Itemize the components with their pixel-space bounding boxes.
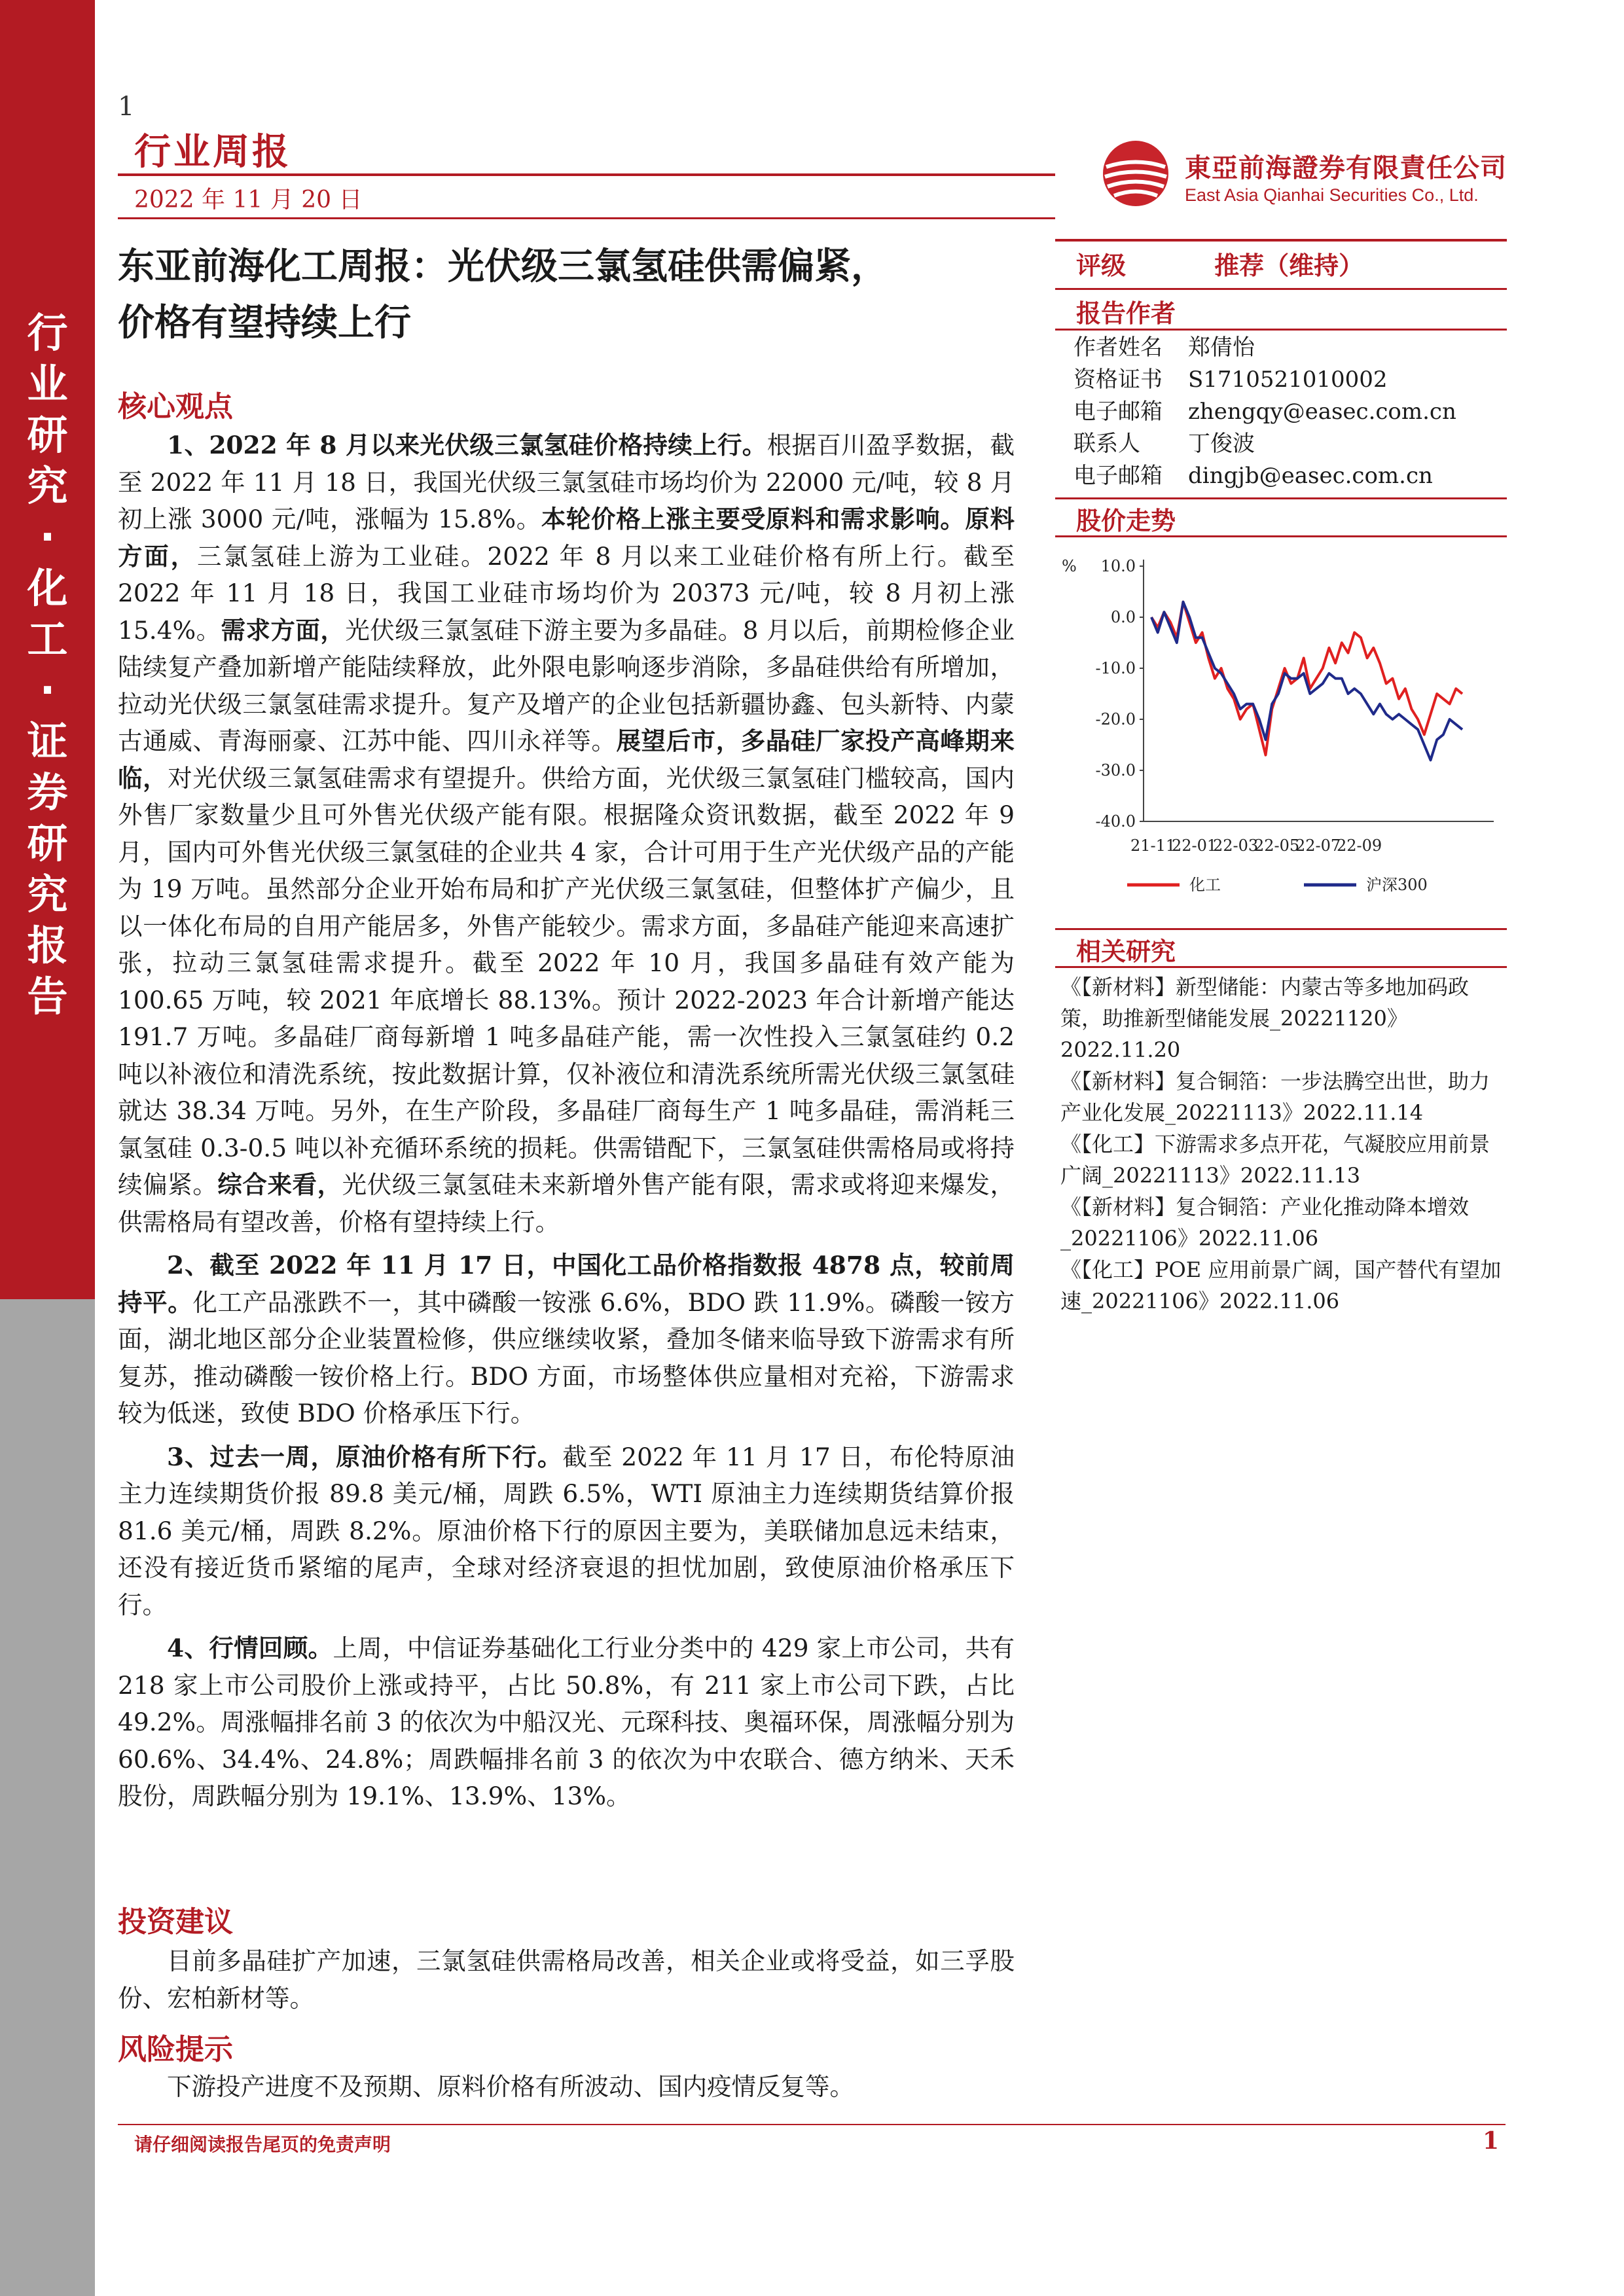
page-number-top: 1 xyxy=(118,92,135,122)
x-tick-label: 22-01 xyxy=(1172,836,1218,855)
core-paragraph-3: 3、过去一周，原油价格有所下行。截至 2022 年 11 月 17 日，布伦特原油主力连续期货价报 89.8 美元/桶，周跌 6.5%，WTI 原油主力连续期货结算价报 81.6 美元/桶，周跌 8.2%。原油价格下行的原因主要为，美联储加息远未结束，还没有接近货币紧缩的尾声，全球对经济衰退的担忧加剧，致使原油价格承压下行。 xyxy=(118,1442,1015,1619)
author-row: 电子邮箱 zhengqy@easec.com.cn xyxy=(1074,399,1456,425)
author-row: 作者姓名 郑倩怡 xyxy=(1074,334,1255,361)
series-line-1 xyxy=(1151,602,1462,761)
header-rule xyxy=(118,173,1055,176)
related-heading: 相关研究 xyxy=(1076,937,1176,966)
core-paragraph-4: 4、行情回顾。上周，中信证券基础化工行业分类中的 429 家上市公司，共有 218 家上市公司股价上涨或持平，占比 50.8%，有 211 家上市公司下跌，占比 49.2%。周涨幅排名前 3 的依次为中船汉光、元琛科技、奥福环保，周涨幅分别为 60.6%、34.4%、24.8%；周跌幅排名前 3 的依次为中农联合、德方纳米、天禾股份，周跌幅分别为 19.1%、13.9%、13%。 xyxy=(118,1634,1015,1810)
rating-top-rule xyxy=(1055,239,1507,242)
core-paragraph-2: 2、截至 2022 年 11 月 17 日，中国化工品价格指数报 4878 点，较前周持平。化工产品涨跌不一，其中磷酸一铵涨 6.6%，BDO 跌 11.9%。磷酸一铵方面，湖北地区部分企业装置检修，供应继续收紧，叠加冬储来临导致下游需求有所复苏，推动磷酸一铵价格上行。BDO 方面，市场整体供应量相对充裕，下游需求较为低迷，致使 BDO 价格承压下行。 xyxy=(118,1251,1015,1427)
authors-section xyxy=(1055,293,1507,329)
title-line-2: 价格有望持续上行 xyxy=(118,302,411,344)
company-name-en: East Asia Qianhai Securities Co., Ltd. xyxy=(1185,185,1479,205)
related-item[interactable]: 《【新材料】复合铜箔：产业化推动降本增效_20221106》2022.11.06 xyxy=(1060,1194,1470,1251)
related-item[interactable]: 《【化工】POE 应用前景广阔，国产替代有望加速_20221106》2022.11.06 xyxy=(1060,1257,1502,1314)
related-head-rule xyxy=(1055,966,1507,968)
related-item[interactable]: 《【新材料】复合铜箔：一步法腾空出世，助力产业化发展_20221113》2022.11.14 xyxy=(1060,1069,1490,1125)
title-line-1: 东亚前海化工周报：光伏级三氯氢硅供需偏紧， xyxy=(118,245,888,288)
x-tick-label: 22-05 xyxy=(1254,836,1300,855)
legend-label-1: 沪深300 xyxy=(1366,876,1428,894)
footer-rule xyxy=(118,2124,1506,2125)
author-row: 资格证书 S1710521010002 xyxy=(1074,367,1388,393)
related-section xyxy=(1055,931,1507,967)
core-body xyxy=(118,427,1015,1815)
rating-row xyxy=(1055,245,1507,281)
y-tick-label: -40.0 xyxy=(1095,812,1136,831)
footer-page-number: 1 xyxy=(1483,2127,1500,2155)
doc-type: 行业周报 xyxy=(134,131,291,173)
rating-value: 推荐（维持） xyxy=(1214,251,1364,280)
authors-table xyxy=(1074,332,1525,492)
logo-globe-icon xyxy=(1100,137,1172,209)
series-line-0 xyxy=(1151,602,1462,755)
y-unit-label: % xyxy=(1062,557,1077,575)
y-tick-label: -10.0 xyxy=(1095,659,1136,677)
legend-label-0: 化工 xyxy=(1189,876,1221,894)
x-tick-label: 22-09 xyxy=(1337,836,1382,855)
related-item[interactable]: 《【化工】下游需求多点开花，气凝胶应用前景广阔_20221113》2022.11.13 xyxy=(1060,1132,1490,1188)
x-tick-label: 22-03 xyxy=(1213,836,1259,855)
y-tick-label: 10.0 xyxy=(1100,557,1136,575)
chart-section xyxy=(1055,501,1507,537)
chart-head-rule xyxy=(1055,535,1507,537)
author-row: 电子邮箱 dingjb@easec.com.cn xyxy=(1074,463,1433,489)
chart-top-rule xyxy=(1055,497,1507,499)
company-name-cn: 東亞前海證券有限責任公司 xyxy=(1185,153,1507,183)
sidebar-grey-band xyxy=(0,1299,95,2296)
x-tick-label: 22-07 xyxy=(1295,836,1341,855)
price-trend-chart xyxy=(1055,543,1507,910)
y-tick-label: -30.0 xyxy=(1095,761,1136,780)
rating-bottom-rule xyxy=(1055,288,1507,290)
rating-label: 评级 xyxy=(1076,251,1127,280)
x-tick-label: 21-11 xyxy=(1130,836,1176,855)
core-paragraph-1: 1、2022 年 8 月以来光伏级三氯氢硅价格持续上行。根据百川盈孚数据，截至 2022 年 11 月 18 日，我国光伏级三氯氢硅市场均价为 22000 元/吨，较 8 月初上涨 3000 元/吨，涨幅为 15.8%。本轮价格上涨主要受原料和需求影响。原料方面，三氯氢硅上游为工业硅。2022 年 8 月以来工业硅价格有所上行。截至 2022 年 11 月 18 日，我国工业硅市场均价为 20373 元/吨，较 8 月初上涨 15.4%。需求方面，光伏级三氯氢硅下游主要为多晶硅。8 月以后，前期检修企业陆续复产叠加新增产能陆续释放，此外限电影响逐步消除，多晶硅供给有所增加，拉动光伏级三氯氢硅需求提升。复产及增产的企业包括新疆协鑫、包头新特、内蒙古通威、青海丽豪、江苏中能、四川永祥等。展望后市，多晶硅厂家投产高峰期来临，对光伏级三氯氢硅需求有望提升。供给方面，光伏级三氯氢硅门槛较高，国内外售厂家数量少且可外售光伏级产能有限。根据隆众资讯数据，截至 2022 年 9 月，国内可外售光伏级三氯氢硅的企业共 4 家，合计可用于生产光伏级产品的产能为 19 万吨。虽然部分企业开始布局和扩产光伏级三氯氢硅，但整体扩产偏少，且以一体化布局的自用产能居多，外售产能较少。需求方面，多晶硅产能迎来高速扩张，拉动三氯氢硅需求提升。截至 2022 年 10 月，我国多晶硅有效产能为 100.65 万吨，较 2021 年底增长 88.13%。预计 2022-2023 年合计新增产能达 191.7 万吨。多晶硅厂商每新增 1 吨多晶硅产能，需一次性投入三氯氢硅约 0.2 吨以补液位和清洗系统，按此数据计算，仅补液位和清洗系统所需光伏级三氯氢硅就达 38.34 万吨。另外，在生产阶段，多晶硅厂商每生产 1 吨多晶硅，需消耗三氯氢硅 0.3-0.5 吨以补充循环系统的损耗。供需错配下，三氯氢硅供需格局或将持续偏紧。综合来看，光伏级三氯氢硅未来新增外售产能有限，需求或将迎来爆发，供需格局有望改善，价格有望持续上行。 xyxy=(118,431,1015,1236)
invest-body xyxy=(118,1943,1015,2017)
section-invest-heading: 投资建议 xyxy=(118,1905,233,1939)
header-rule-2 xyxy=(118,217,1055,219)
sidebar xyxy=(0,0,95,2296)
section-core-heading: 核心观点 xyxy=(118,390,233,423)
section-risk-heading: 风险提示 xyxy=(118,2033,233,2066)
y-tick-label: -20.0 xyxy=(1095,710,1136,728)
author-row: 联系人 丁俊波 xyxy=(1074,431,1255,457)
risk-paragraph: 下游投产进度不及预期、原料价格有所波动、国内疫情反复等。 xyxy=(167,2072,854,2101)
report-date: 2022 年 11 月 20 日 xyxy=(134,187,363,213)
company-logo xyxy=(1100,134,1525,219)
chart-heading: 股价走势 xyxy=(1076,507,1176,535)
authors-heading: 报告作者 xyxy=(1076,299,1176,328)
invest-paragraph: 目前多晶硅扩产加速，三氯氢硅供需格局改善，相关企业或将受益，如三孚股份、宏柏新材等。 xyxy=(118,1946,1015,2013)
authors-rule xyxy=(1055,329,1507,331)
risk-body xyxy=(118,2068,1015,2106)
sidebar-label: 行 业 研 究 · 化 工 · 证 券 研 究 报 告 xyxy=(27,309,68,1020)
related-top-rule xyxy=(1055,928,1507,930)
footer-disclaimer: 请仔细阅读报告尾页的免责声明 xyxy=(134,2134,391,2155)
y-tick-label: 0.0 xyxy=(1110,608,1136,626)
related-list xyxy=(1060,971,1506,1317)
report-title xyxy=(118,239,1034,351)
related-item[interactable]: 《【新材料】新型储能：内蒙古等多地加码政策，助推新型储能发展_20221120》2022.11.20 xyxy=(1060,975,1470,1062)
